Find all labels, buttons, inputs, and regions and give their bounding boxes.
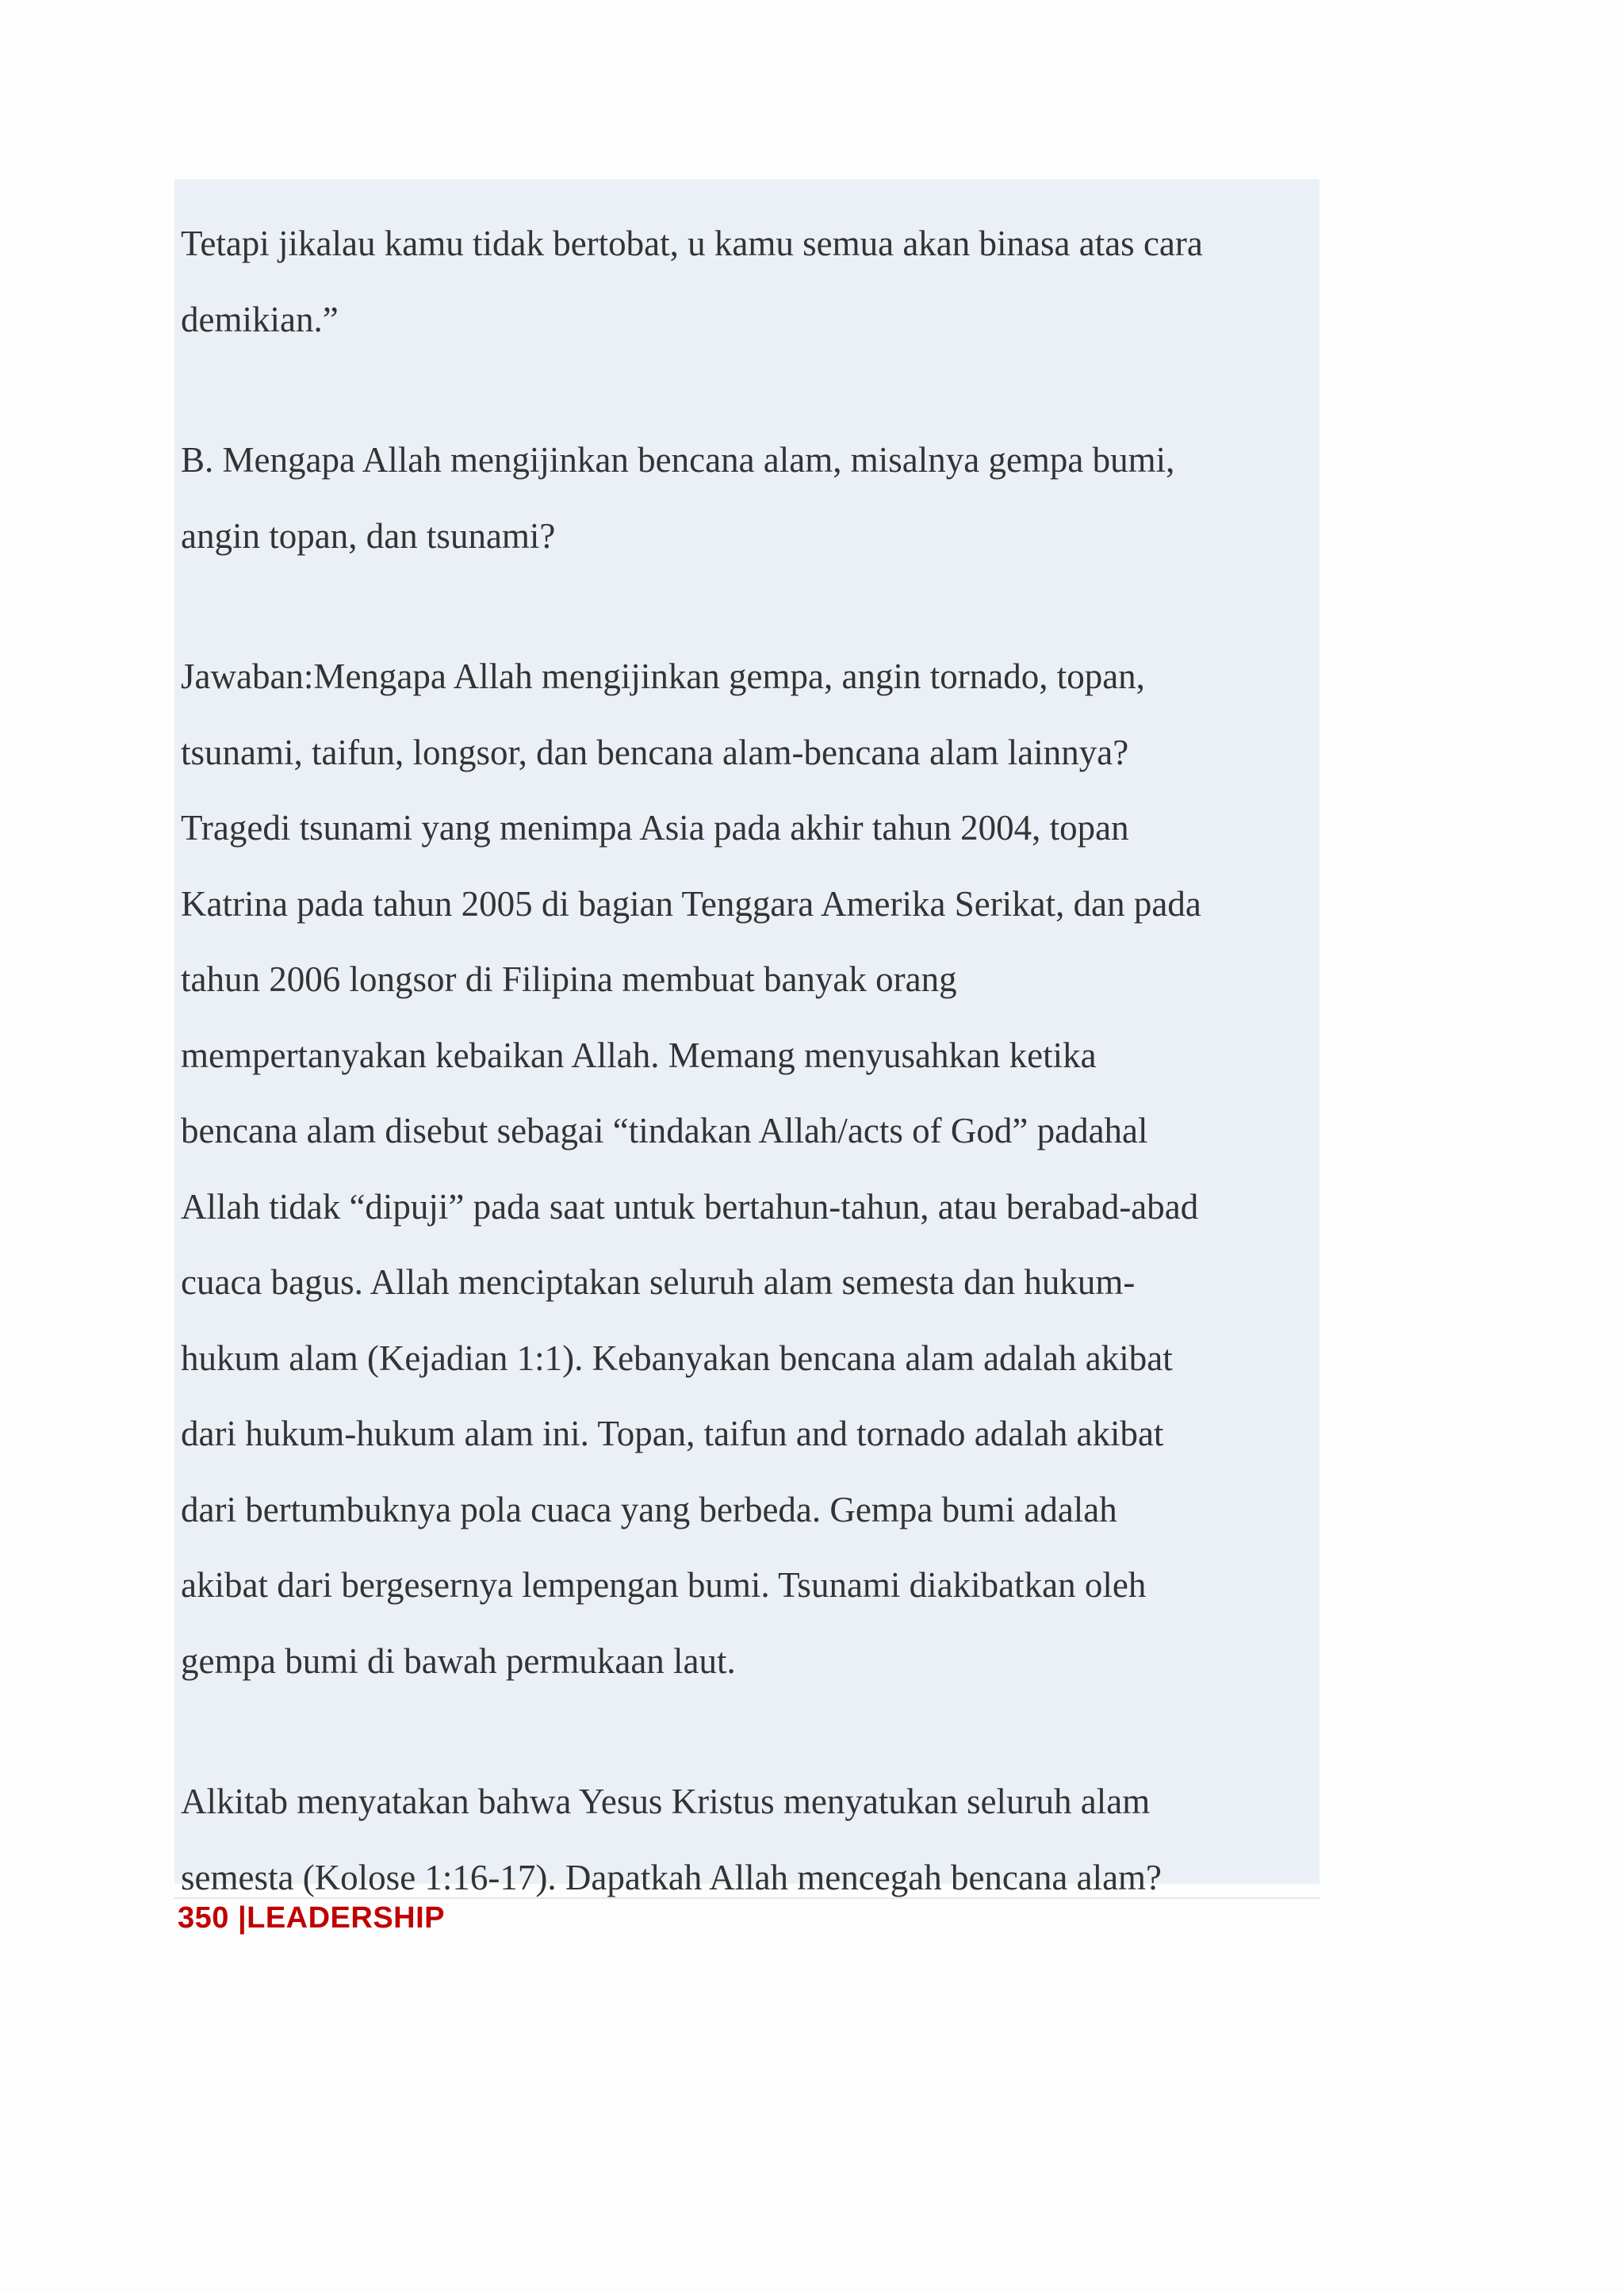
text-line: cuaca bagus. Allah menciptakan seluruh alam semesta dan hukum-: [181, 1262, 1136, 1302]
text-line: Allah tidak “dipuji” pada saat untuk bertahun-tahun, atau berabad-abad: [181, 1186, 1199, 1227]
text-line: gempa bumi di bawah permukaan laut.: [181, 1640, 736, 1681]
text-line: angin topan, dan tsunami?: [181, 515, 556, 556]
text-line: B. Mengapa Allah mengijinkan bencana alam, misalnya gempa bumi,: [181, 440, 1175, 480]
text-line: tahun 2006 longsor di Filipina membuat banyak orang: [181, 959, 957, 999]
paragraph-answer: [181, 639, 1320, 1699]
text-line: dari hukum-hukum alam ini. Topan, taifun and tornado adalah akibat: [181, 1414, 1164, 1453]
paragraph-gap: [181, 358, 1320, 423]
text-line: Tragedi tsunami yang menimpa Asia pada akhir tahun 2004, topan: [181, 808, 1129, 848]
page-footer: [178, 1901, 445, 1935]
paragraph-gap: [181, 1699, 1320, 1764]
text-line: Tetapi jikalau kamu tidak bertobat, u kamu semua akan binasa atas cara: [181, 224, 1203, 263]
paragraph-1: [181, 206, 1320, 358]
text-line: bencana alam disebut sebagai “tindakan Allah/acts of God” padahal: [181, 1111, 1148, 1150]
paragraph-gap: [181, 574, 1320, 639]
text-line: dari bertumbuknya pola cuaca yang berbeda. Gempa bumi adalah: [181, 1489, 1117, 1529]
page-number: 350: [178, 1901, 229, 1935]
footer-divider: [174, 1897, 1320, 1899]
text-line: hukum alam (Kejadian 1:1). Kebanyakan bencana alam adalah akibat: [181, 1338, 1173, 1378]
text-line: akibat dari bergesernya lempengan bumi. Tsunami diakibatkan oleh: [181, 1565, 1147, 1605]
text-line: tsunami, taifun, longsor, dan bencana alam-bencana alam lainnya?: [181, 732, 1129, 772]
text-line: Katrina pada tahun 2005 di bagian Tenggara Amerika Serikat, dan pada: [181, 883, 1201, 924]
text-line: mempertanyakan kebaikan Allah. Memang menyusahkan ketika: [181, 1035, 1097, 1075]
footer-separator: |: [228, 1901, 247, 1935]
text-line: demikian.”: [181, 299, 339, 339]
text-line: Jawaban:Mengapa Allah mengijinkan gempa, angin tornado, topan,: [181, 657, 1145, 696]
shaded-text-block: [174, 179, 1320, 1897]
footer-section-title: LEADERSHIP: [247, 1901, 446, 1935]
paragraph-question-b: [181, 423, 1320, 574]
paragraph-alkitab: [181, 1764, 1320, 1916]
text-line: Alkitab menyatakan bahwa Yesus Kristus menyatukan seluruh alam: [181, 1782, 1151, 1821]
text-line: semesta (Kolose 1:16-17). Dapatkah Allah mencegah bencana alam?: [181, 1857, 1162, 1897]
